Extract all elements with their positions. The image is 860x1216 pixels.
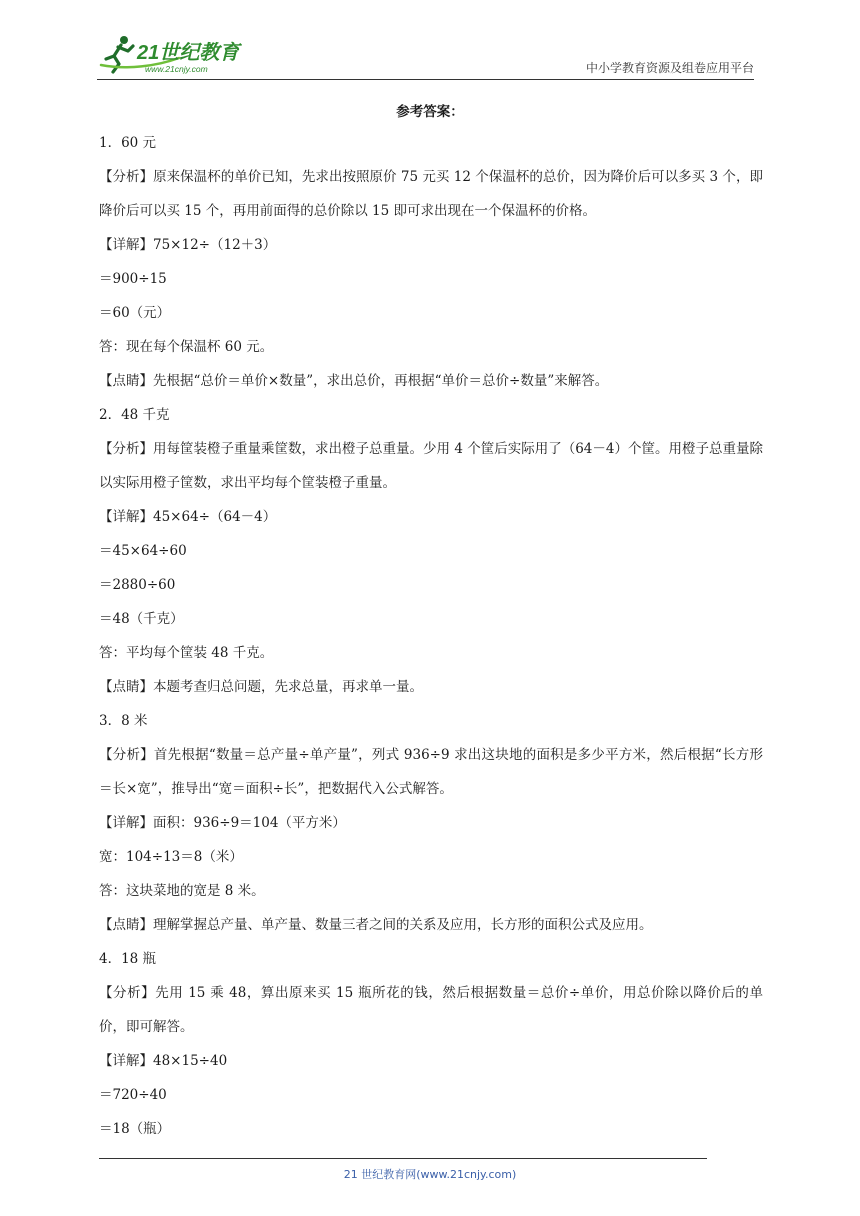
answer-detail-line: ＝45×64÷60 (99, 543, 187, 559)
answer-analysis: 【分析】用每筐装橙子重量乘筐数，求出橙子总重量。少用 4 个筐后实际用了（64－4）个筐。用橙子总重量除以实际用橙子筐数，求出平均每个筐装橙子重量。 (99, 441, 764, 491)
page-title: 参考答案： (396, 104, 464, 120)
answer-detail-line: ＝48（千克） (99, 611, 184, 627)
answer-item-3 (99, 704, 763, 942)
answer-detail-line: 答：现在每个保温杯 60 元。 (99, 339, 274, 355)
answer-heading: 4．18 瓶 (99, 951, 157, 967)
answer-heading: 2．48 千克 (99, 407, 170, 423)
answer-detail-line: ＝2880÷60 (99, 577, 176, 593)
answer-detail-line: ＝720÷40 (99, 1087, 167, 1103)
site-logo (97, 32, 267, 76)
answer-detail-line: ＝18（瓶） (99, 1121, 171, 1137)
answer-comment: 【点睛】本题考查归总问题，先求总量，再求单一量。 (99, 679, 423, 695)
answer-detail-line: ＝900÷15 (99, 271, 167, 287)
answer-detail-line: 【详解】48×15÷40 (99, 1053, 228, 1069)
answer-comment: 【点睛】理解掌握总产量、单产量、数量三者之间的关系及应用，长方形的面积公式及应用。 (99, 917, 653, 933)
answer-item-4 (99, 942, 763, 1146)
answer-detail-line: ＝60（元） (99, 305, 171, 321)
answer-detail-line: 答：平均每个筐装 48 千克。 (99, 645, 274, 661)
logo-text: 21世纪教育 (137, 42, 240, 64)
answer-list (99, 126, 763, 1146)
page-header (97, 30, 754, 78)
answer-comment: 【点睛】先根据“总价＝单价×数量”，求出总价，再根据“单价＝总价÷数量”来解答。 (99, 373, 609, 389)
header-divider (97, 79, 754, 80)
logo-url: www.21cnjy.com (145, 64, 208, 74)
answer-detail-line: 【详解】面积：936÷9＝104（平方米） (99, 815, 346, 831)
header-platform-text: 中小学教育资源及组卷应用平台 (585, 61, 754, 75)
answer-heading: 1．60 元 (99, 135, 157, 151)
page-footer: 21 世纪教育网(www.21cnjy.com) (343, 1168, 517, 1181)
answer-item-1 (99, 126, 763, 398)
answer-heading: 3．8 米 (99, 713, 148, 729)
answer-analysis: 【分析】首先根据“数量＝总产量÷单产量”，列式 936÷9 求出这块地的面积是多少平方米，然后根据“长方形＝长×宽”，推导出“宽＝面积÷长”，把数据代入公式解答。 (99, 747, 763, 797)
footer-divider (99, 1158, 707, 1159)
answer-item-2 (99, 398, 763, 704)
answer-analysis: 【分析】原来保温杯的单价已知，先求出按照原价 75 元买 12 个保温杯的总价，因为降价后可以多买 3 个，即降价后可以买 15 个，再用前面得的总价除以 15 即可求出现在一个保温杯的价格。 (99, 169, 763, 219)
answer-detail-line: 【详解】45×64÷（64－4） (99, 509, 277, 525)
answer-detail-line: 【详解】75×12÷（12＋3） (99, 237, 277, 253)
answer-detail-line: 答：这块菜地的宽是 8 米。 (99, 883, 265, 899)
answer-analysis: 【分析】先用 15 乘 48，算出原来买 15 瓶所花的钱，然后根据数量＝总价÷单价，用总价除以降价后的单价，即可解答。 (99, 985, 763, 1035)
answer-detail-line: 宽：104÷13＝8（米） (99, 849, 243, 865)
